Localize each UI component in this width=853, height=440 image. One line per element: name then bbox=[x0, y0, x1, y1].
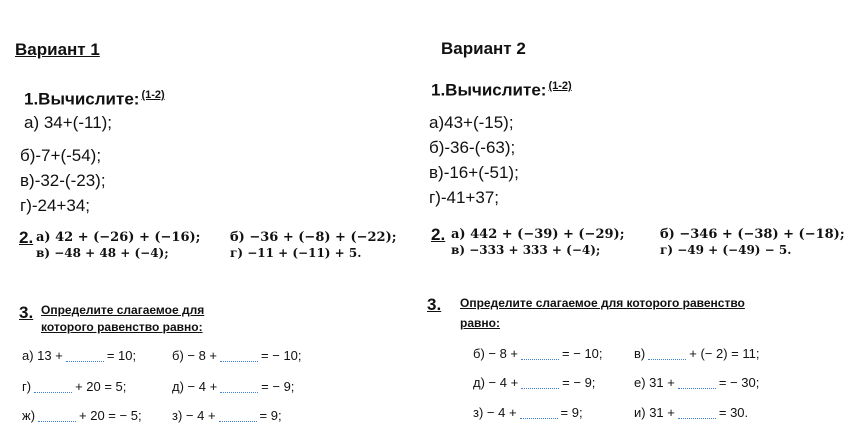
blank-line bbox=[678, 417, 716, 419]
v2-task3-item-z: з) − 4 + = 9; bbox=[473, 405, 583, 420]
v2-task1-note: (1-2) bbox=[548, 80, 572, 92]
v2-task1-b: б)-36-(-63); bbox=[429, 138, 516, 157]
blank-line bbox=[678, 387, 716, 389]
v2-task3-item-e: е) 31 + = − 30; bbox=[634, 375, 760, 390]
blank-line bbox=[521, 387, 559, 389]
v1-task1-label: 1.Вычислите: bbox=[24, 89, 140, 109]
blank-line bbox=[220, 391, 258, 393]
v2-task2-number: 2. bbox=[431, 225, 446, 244]
v1-task2-number: 2. bbox=[19, 228, 34, 247]
v1-task2-c: в) −48 + 48 + (−4); bbox=[36, 246, 169, 260]
blank-line bbox=[521, 358, 559, 360]
v1-task3-heading-line1: Определите слагаемое для bbox=[41, 303, 205, 317]
v1-task2-a: а) 42 + (−26) + (−16); bbox=[36, 230, 201, 245]
v1-task1-note: (1-2) bbox=[141, 89, 165, 101]
blank-line bbox=[66, 360, 104, 362]
blank-line bbox=[34, 391, 72, 393]
v2-task2-c: в) −333 + 333 + (−4); bbox=[451, 243, 601, 257]
v2-task3-item-b: б) − 8 + = − 10; bbox=[473, 346, 603, 361]
blank-line bbox=[38, 420, 76, 422]
v2-task3-heading-line2: равно: bbox=[460, 316, 500, 330]
v2-task1-d: г)-41+37; bbox=[429, 188, 499, 207]
variant2-title: Вариант 2 bbox=[441, 39, 526, 58]
v2-task2-a: а) 442 + (−39) + (−29); bbox=[451, 227, 625, 242]
v1-task1-d: г)-24+34; bbox=[20, 196, 90, 215]
v1-task3-item-d: д) − 4 + = − 9; bbox=[172, 379, 295, 394]
blank-line bbox=[648, 358, 686, 360]
blank-line bbox=[220, 360, 258, 362]
blank-line bbox=[520, 417, 558, 419]
v1-task3-item-a: а) 13 + = 10; bbox=[22, 348, 137, 363]
v1-task3-item-z: з) − 4 + = 9; bbox=[172, 408, 282, 423]
v2-task3-number: 3. bbox=[427, 295, 442, 314]
v2-task3-heading-line1: Определите слагаемое для которого равенство bbox=[460, 296, 745, 310]
v1-task2-d: г) −11 + (−11) + 5. bbox=[230, 246, 362, 260]
v2-task2-d: г) −49 + (−49) − 5. bbox=[660, 243, 792, 257]
v1-task3-item-g: г) + 20 = 5; bbox=[22, 379, 127, 394]
v2-task3-item-i: и) 31 + = 30. bbox=[634, 405, 749, 420]
v1-task3-item-zh: ж) + 20 = − 5; bbox=[22, 408, 142, 423]
blank-line bbox=[219, 420, 257, 422]
v1-task1-heading bbox=[24, 89, 165, 110]
v1-task1-a: а) 34+(-11); bbox=[24, 113, 113, 132]
v2-task3-item-v: в) + (− 2) = 11; bbox=[634, 346, 760, 361]
v1-task1-b: б)-7+(-54); bbox=[20, 146, 102, 165]
v2-task2-b: б) −346 + (−38) + (−18); bbox=[660, 227, 845, 242]
v1-task2-b: б) −36 + (−8) + (−22); bbox=[230, 230, 397, 245]
v1-task1-c: в)-32-(-23); bbox=[20, 171, 106, 190]
v1-task3-item-b: б) − 8 + = − 10; bbox=[172, 348, 302, 363]
v2-task1-c: в)-16+(-51); bbox=[429, 163, 519, 182]
v2-task1-a: а)43+(-15); bbox=[429, 113, 514, 132]
variant1-title: Вариант 1 bbox=[15, 40, 100, 59]
v2-task1-label: 1.Вычислите: bbox=[431, 80, 547, 100]
v1-task3-number: 3. bbox=[19, 303, 34, 322]
v2-task1-heading bbox=[431, 80, 572, 101]
v2-task3-item-d: д) − 4 + = − 9; bbox=[473, 375, 596, 390]
v1-task3-heading-line2: которого равенство равно: bbox=[41, 320, 203, 334]
